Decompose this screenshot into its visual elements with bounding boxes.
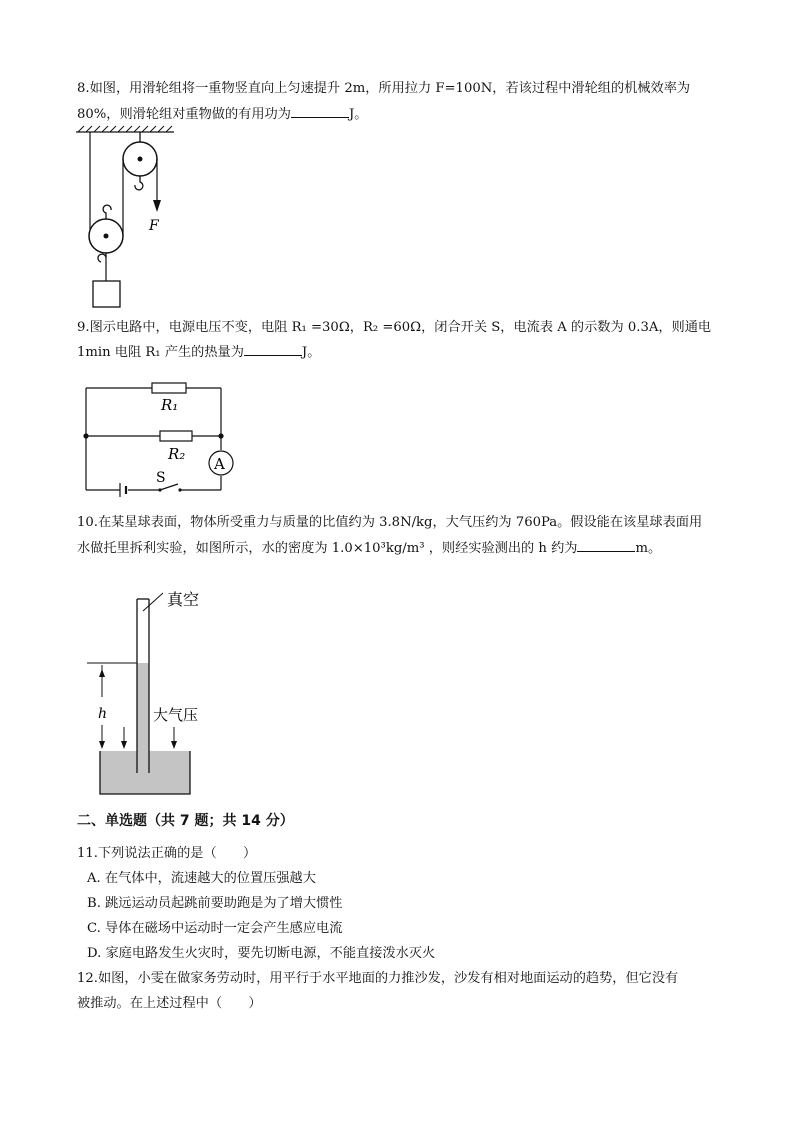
pulley-diagram [74,126,184,312]
section-title: 二、单选题（共 7 题；共 14 分） [77,813,294,829]
q8-line2-unit: J。 [348,107,368,122]
q8-line1: 8.如图，用滑轮组将一重物竖直向上匀速提升 2m，所用拉力 F=100N，若该过程中滑轮组的机械效率为 [77,81,691,96]
q9-line2-text: 1min 电阻 R₁ 产生的热量为 [77,345,244,360]
q9-line2 [77,342,320,363]
circuit-diagram [80,380,250,495]
r2-label: R₂ [168,445,186,463]
q11-option-d[interactable]: D. 家庭电路发生火灾时，要先切断电源，不能直接泼水灭火 [87,946,436,961]
r1-label: R₁ [161,396,179,414]
atm-label: 大气压 [153,706,199,724]
vacuum-label: 真空 [167,590,200,609]
q11-option-a[interactable]: A. 在气体中，流速越大的位置压强越大 [87,871,316,886]
q10-answer-blank[interactable] [577,538,635,552]
torricelli-diagram [85,585,245,800]
q11-option-c[interactable]: C. 导体在磁场中运动时一定会产生感应电流 [87,921,343,936]
q11-stem: 11.下列说法正确的是（ ） [77,846,257,861]
switch-label: S [156,470,166,486]
q8-line2 [77,104,367,125]
h-label: h [98,706,108,722]
q9-answer-blank[interactable] [244,342,302,356]
q10-line2 [77,538,661,559]
q12-line1: 12.如图，小雯在做家务劳动时，用平行于水平地面的力推沙发，沙发有相对地面运动的趋势，但它没有 [77,971,679,986]
weight-block [93,281,120,307]
q9-line1: 9.图示电路中，电源电压不变，电阻 R₁ =30Ω，R₂ =60Ω，闭合开关 S，电流表 A 的示数为 0.3A，则通电 [77,320,712,335]
q9-line2-unit: J。 [301,345,321,360]
q10-line1: 10.在某星球表面，物体所受重力与质量的比值约为 3.8N/kg，大气压约为 760Pa。假设能在该星球表面用 [77,515,703,530]
q12-line2: 被推动。在上述过程中（ ） [77,996,262,1011]
q8-line2-text: 80%，则滑轮组对重物做的有用功为 [77,107,291,122]
ammeter-label: A [214,455,225,473]
q10-line2-text: 水做托里拆利实验，如图所示，水的密度为 1.0×10³kg/m³ ，则经实验测出的 h 约为 [77,541,578,556]
q11-option-b[interactable]: B. 跳远运动员起跳前要助跑是为了增大惯性 [87,896,343,911]
force-label: F [149,218,159,234]
q10-line2-unit: m。 [635,541,662,556]
q8-answer-blank[interactable] [291,104,349,118]
